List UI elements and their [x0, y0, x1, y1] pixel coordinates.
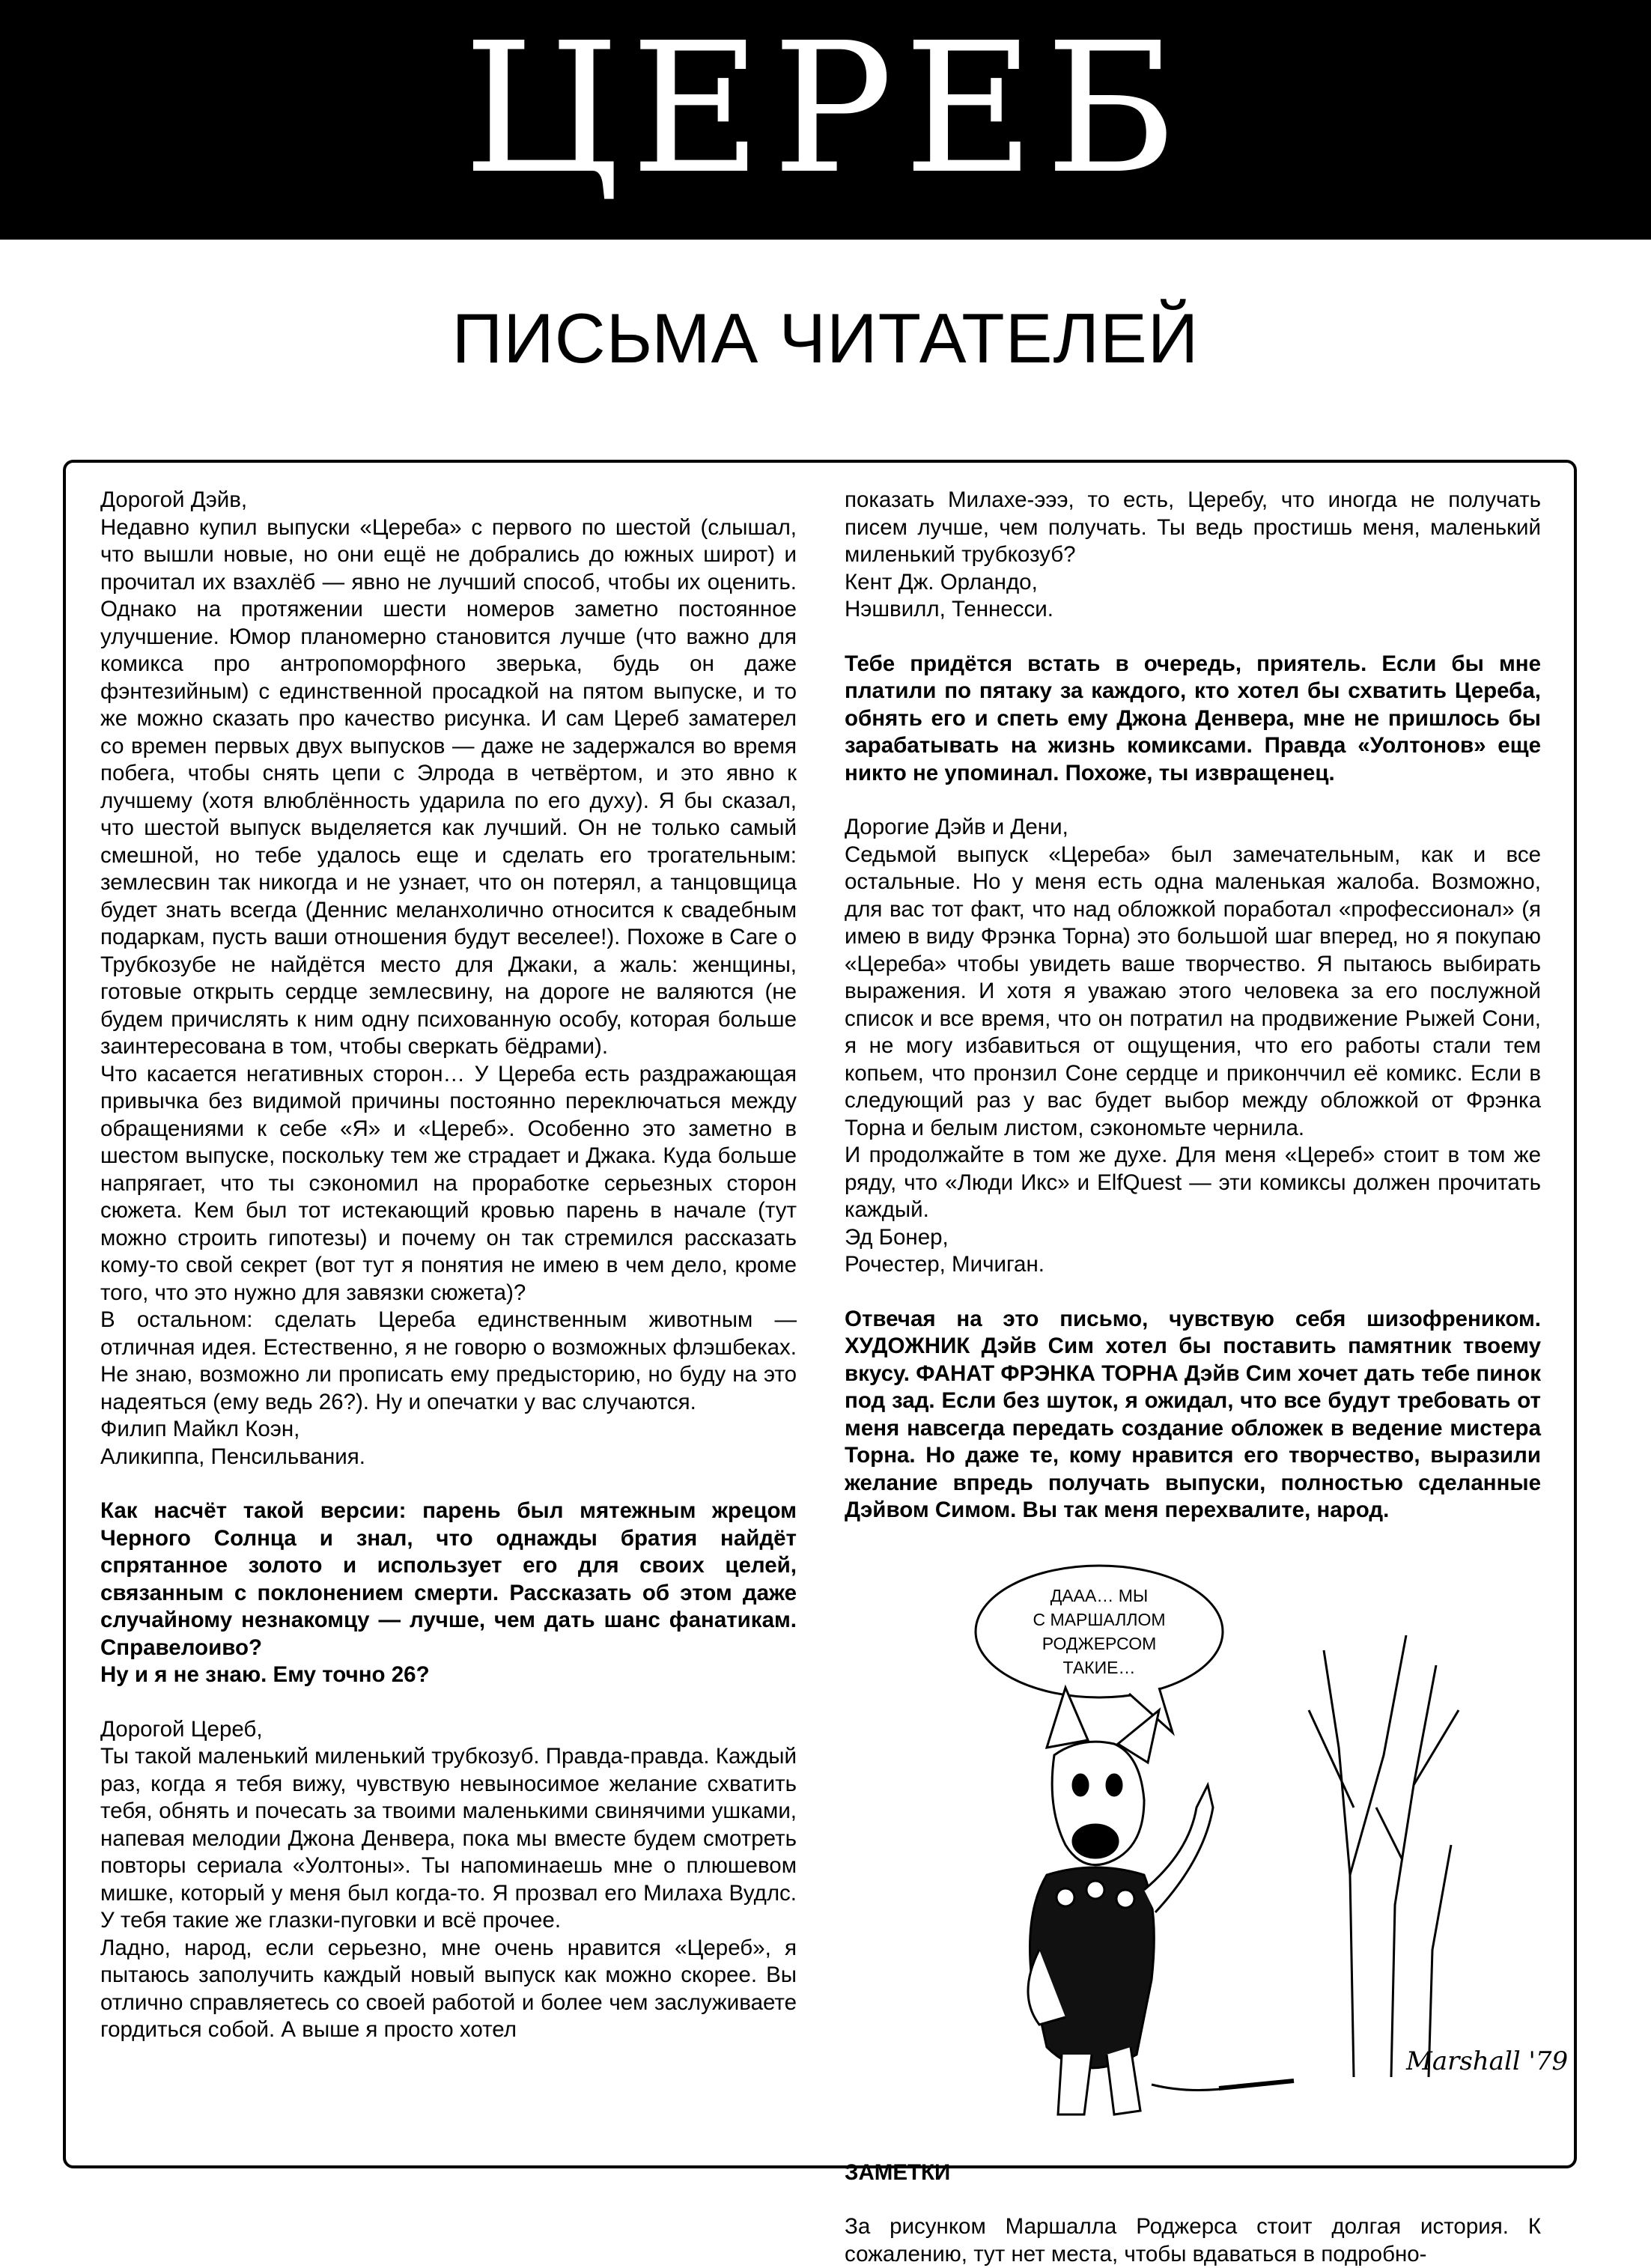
speech-line: РОДЖЕРСОМ — [1042, 1633, 1157, 1653]
letter-paragraph: В остальном: сделать Цереба единственным животным — отличная идея. Естественно, я не говорю о возможных флэшбеках. Не знаю, возможно ли прописать ему предысторию, но буду на это надеяться (ему ведь 26?). Ну и опечатки у вас случаются. — [100, 1307, 797, 1414]
left-column — [100, 487, 797, 2145]
letter-salutation: Дорогие Дэйв и Дени, — [845, 815, 1068, 839]
letter-location: Нэшвилл, Теннесси. — [845, 597, 1053, 621]
speech-line: С МАРШАЛЛОМ — [1033, 1609, 1166, 1629]
bare-trees — [1309, 1635, 1459, 2077]
right-column — [845, 487, 1569, 2267]
letter-paragraph: показать Милахе-эээ, то есть, Церебу, что иногда не получать писем лучше, чем получать. Ты ведь простишь меня, маленький миленький трубкозуб? — [845, 487, 1541, 567]
letter-salutation: Дорогой Цереб, — [100, 1716, 263, 1742]
editor-reply: Ну и я не знаю. Ему точно 26? — [100, 1662, 430, 1687]
aardvark-character — [1028, 1688, 1249, 2115]
letter-paragraph: Ты такой маленький миленький трубкозуб. Правда-правда. Каждый раз, когда я тебя вижу, чувствую невыносимое желание схватить тебя, обнять и почесать за твоими маленькими свинячими ушками, напевая мелодии Джона Денвера, пока мы вместе будем смотреть повторы сериала «Уолтоны». Ты напоминаешь мне о плюшевом мишке, который у меня был когда-то. Я прозвал его Милаха Вудлс. У тебя такие же глазки-пуговки и всё прочее. — [100, 1744, 797, 1933]
header-banner — [0, 0, 1651, 240]
page-title: ПИСЬМА ЧИТАТЕЛЕЙ — [451, 299, 1200, 377]
letter-paragraph: И продолжайте в том же духе. Для меня «Цереб» стоит в том же ряду, что «Люди Икс» и ElfQuest — эти комиксы должен прочитать каждый. — [845, 1143, 1541, 1222]
speech-line: ТАКИЕ… — [1062, 1657, 1136, 1677]
letters-frame — [63, 460, 1577, 2267]
letter-paragraph: Что касается негативных сторон… У Цереба есть раздражающая привычка без видимой причины постоянно переключаться между обращениями к себе «Я» и «Цереб». Особенно это заметно в шестом выпуске, поскольку тем же страдает и Джака. Куда больше напрягает, что ты сэкономил на проработке серьезных сторон сюжета. Кем был тот истекающий кровью парень в начале (тут можно строить гипотезы) и почему он так стремился рассказать кому-то свой секрет (вот тут я понятия не имею в чем дело, кроме того, что это нужно для завязки сюжета)? — [100, 1061, 797, 1305]
editor-reply: Отвечая на это письмо, чувствую себя шизофреником. ХУДОЖНИК Дэйв Сим хотел бы поставить памятник твоему вкусу. ФАНАТ ФРЭНКА ТОРНА Дэйв Сим хочет дать тебе пинок под зад. Если без шуток, я ожидал, что все будут требовать от меня навсегда передать создание обложек в ведение мистера Торна. Но даже те, кому нравится его творчество, выразили желание впредь получать выпуски, полностью сделанные Дэйвом Симом. Вы так меня перехвалите, народ. — [845, 1306, 1541, 1522]
letter-location: Рочестер, Мичиган. — [845, 1252, 1045, 1277]
editor-reply: Тебе придётся встать в очередь, приятель. Если бы мне платили по пятаку за каждого, кто хотел бы схватить Цереба, обнять его и спеть ему Джона Денвера, мне не пришлось бы зарабатывать на жизнь комиксами. Правда «Уолтонов» еще никто не упоминал. Похоже, ты извращенец. — [845, 651, 1541, 785]
letter-paragraph: Седьмой выпуск «Цереба» был замечательным, как и все остальные. Но у меня есть одна маленькая жалоба. Возможно, для вас тот факт, что над обложкой поработал «профессионал» (я имею в виду Фрэнка Торна) это большой шаг вперед, но я покупаю «Цереба» чтобы увидеть ваше творчество. Я пытаюсь выбирать выражения. И хотя я уважаю этого человека за его послужной список и все время, что он потратил на продвижение Рыжей Сони, я не могу избавиться от ощущения, что его работы стали тем копьем, что пронзил Соне сердце и приконччил её комикс. Если в следующий раз у вас будет выбор между обложкой от Фрэнка Торна и белым листом, сэкономьте чернила. — [845, 842, 1541, 1140]
cerebus-logo: ЦЕРЕБ — [463, 4, 1188, 213]
artist-signature: Marshall '79 — [1406, 2046, 1569, 2076]
letter-paragraph: Ладно, народ, если серьезно, мне очень нравится «Цереб», я пытаюсь заполучить каждый новый выпуск как можно скорее. Вы отлично справляетесь со своей работой и более чем заслуживаете гордиться собой. А выше я просто хотел — [100, 1935, 797, 2042]
speech-line: ДААА… МЫ — [1050, 1585, 1149, 1605]
letter-location: Аликиппа, Пенсильвания. — [100, 1444, 365, 1469]
notes-heading: ЗАМЕТКИ — [845, 2159, 951, 2185]
notes-text: За рисунком Маршалла Роджерса стоит долгая история. К сожалению, тут нет места, чтобы вдаваться в подробно- — [845, 2214, 1541, 2267]
cartoon-illustration — [934, 1560, 1569, 2137]
letter-signature: Кент Дж. Орландо, — [845, 569, 1038, 595]
letter-paragraph: Недавно купил выпуски «Цереба» с первого по шестой (слышал, что вышли новые, но они ещё не добрались до южных широт) и прочитал их взахлёб — явно не лучший способ, чтобы их оценить. Однако на протяжении шести номеров заметно постоянное улучшение. Юмор планомерно становится лучше (что важно для комикса про антропоморфного зверька, будь он даже фэнтезийным) с единственной просадкой на пятом выпуске, и то же можно сказать про качество рисунка. И сам Цереб заматерел со времен первых двух выпусков — даже не задержался во время побега, чтобы снять цепи с Элрода в четвёртом, и это явно к лучшему (хотя влюблённость ударила по его духу). Я бы сказал, что шестой выпуск выделяется как лучший. Он не только самый смешной, но тебе удалось еще и сделать его трогательным: землесвин так никогда и не узнает, что он потерял, а танцовщица будет знать всегда (Деннис меланхолично относится к свадебным подаркам, пусть ваши отношения будут веселее!). Похоже в Саге о Трубкозубе не найдётся место для Джаки, а жаль: женщины, готовые открыть сердце землесвину, на дороге не валяются (не будем причислять к ним одну психованную особу, которая больше заинтересована в том, чтобы сверкать бёдрами). — [100, 514, 797, 1059]
letter-salutation: Дорогой Дэйв, — [100, 487, 248, 512]
editor-reply: Как насчёт такой версии: парень был мятежным жрецом Черного Солнца и знал, что однажды братия найдёт спрятанное золото и использует его для своих целей, связанным с поклонением смерти. Рассказать об этом даже случайному незнакомцу — лучше, чем дать шанс фанатикам. Справелоиво? — [100, 1498, 797, 1660]
letter-signature: Эд Бонер, — [845, 1224, 949, 1250]
letter-signature: Филип Майкл Коэн, — [100, 1417, 300, 1441]
